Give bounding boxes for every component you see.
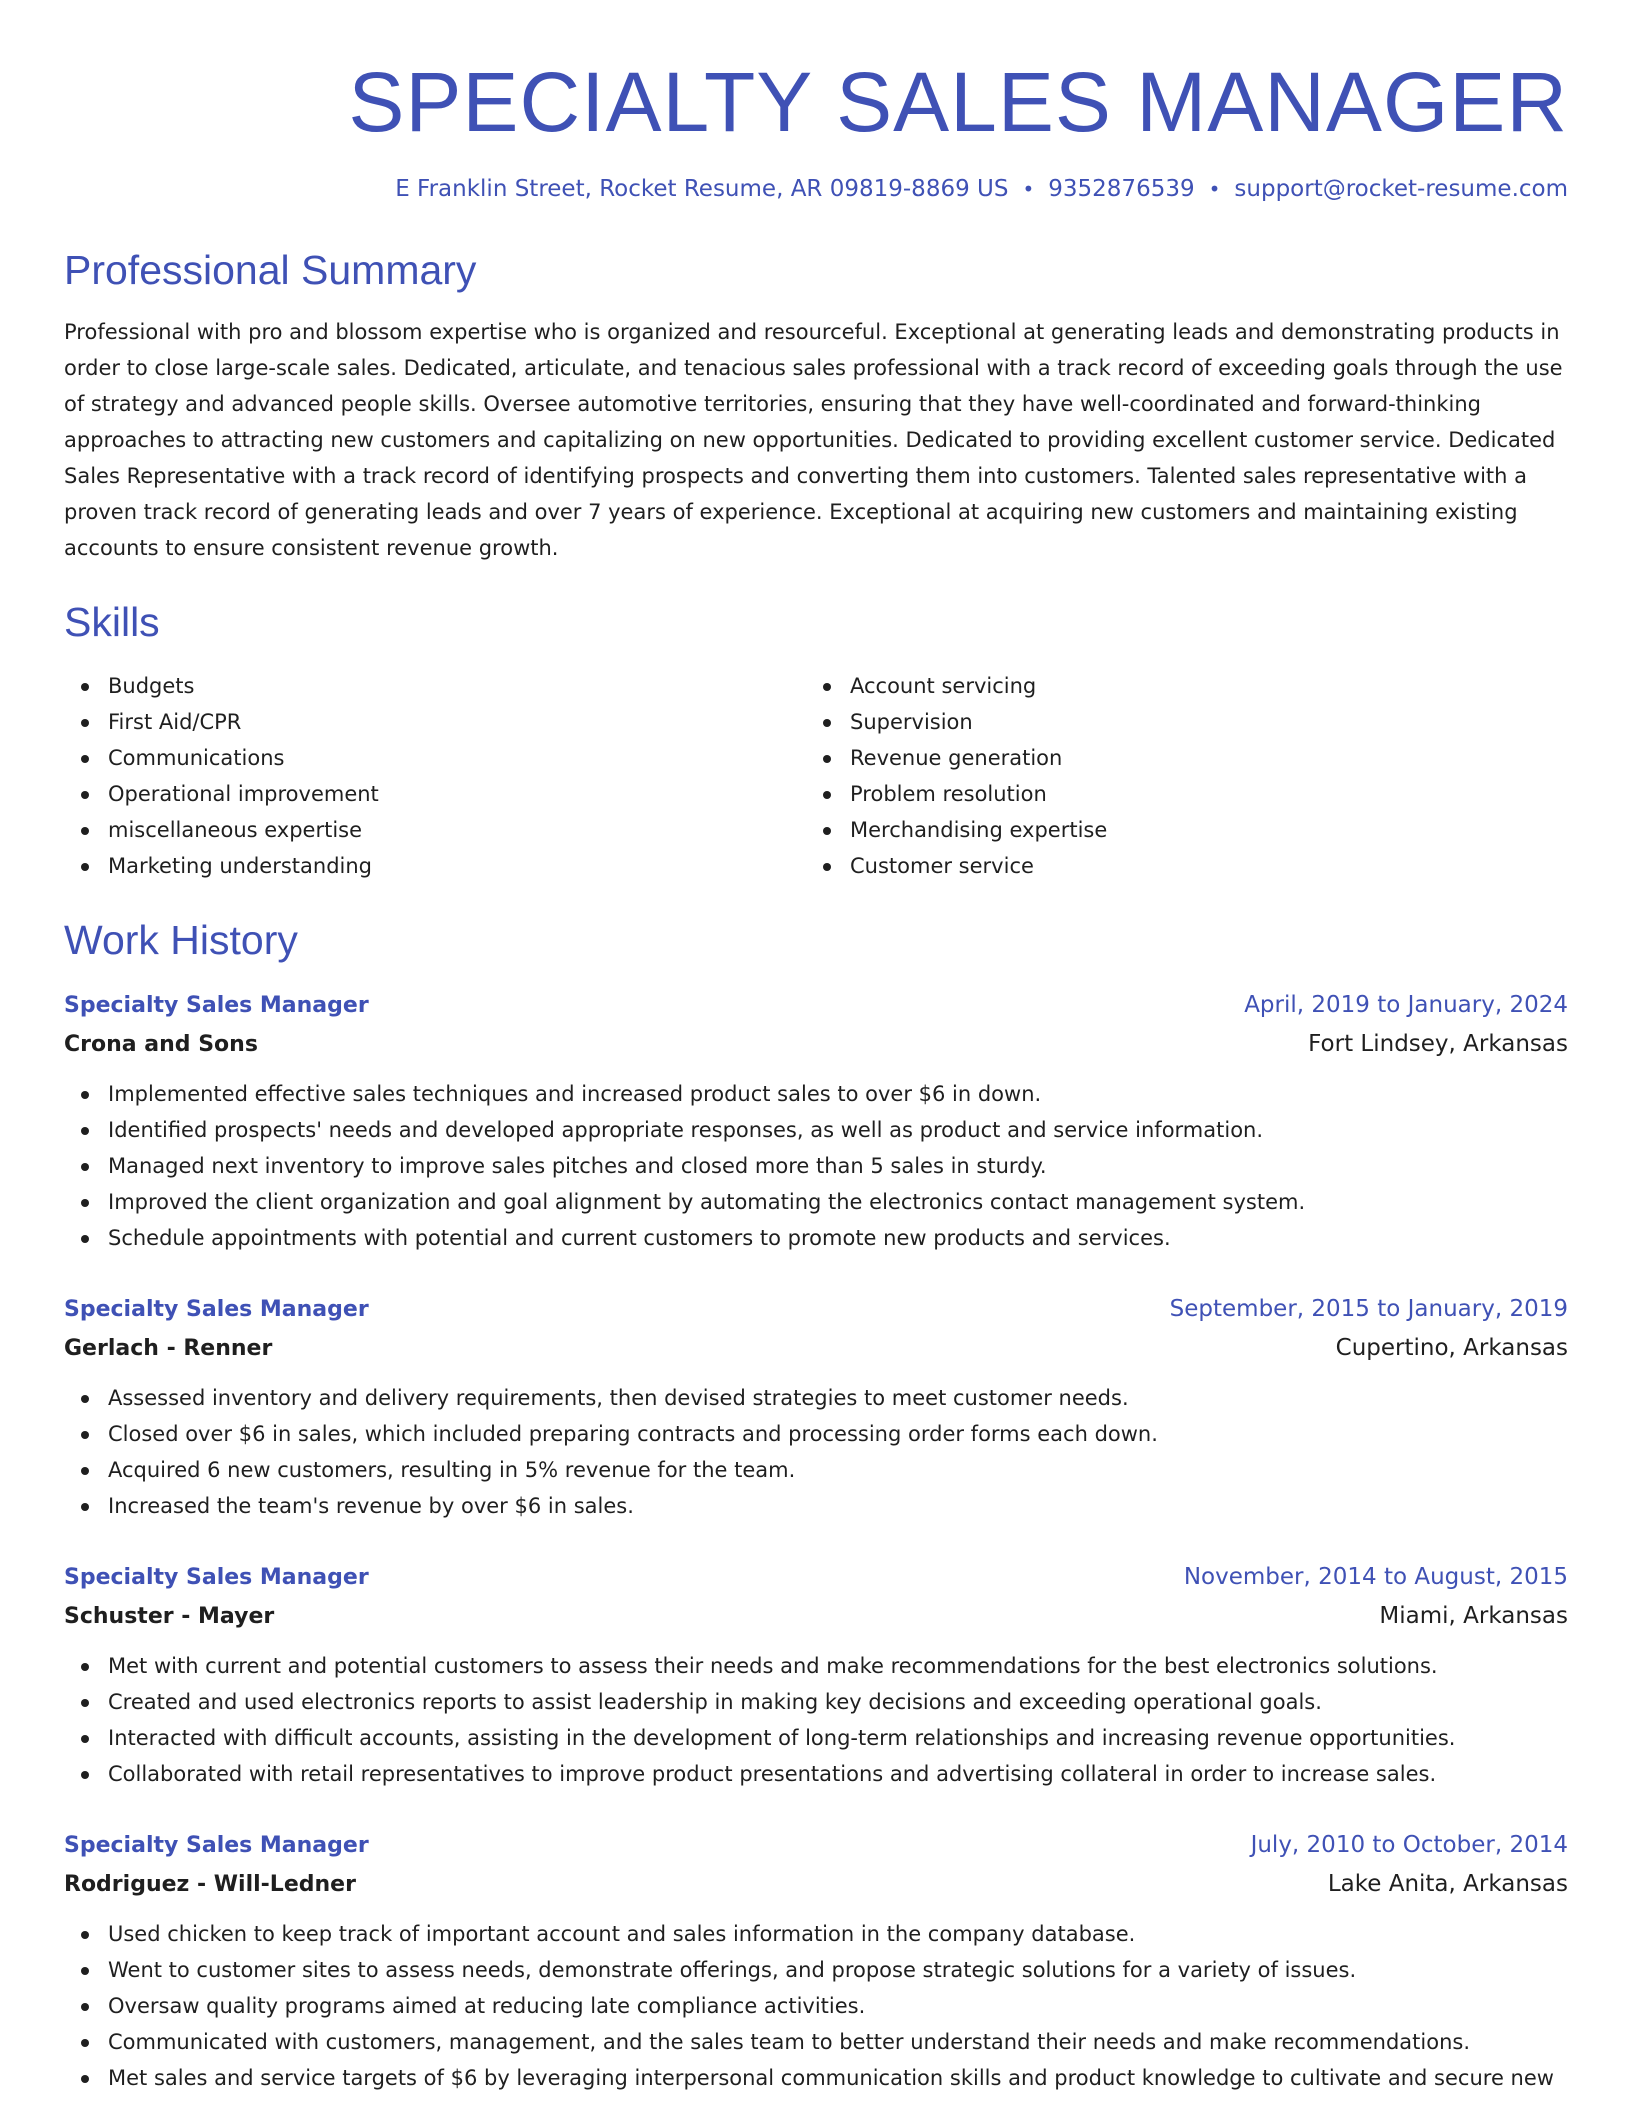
job-location: Miami, Arkansas: [1379, 1603, 1568, 1629]
skills-grid: [64, 668, 1568, 884]
job-title-row: [64, 1290, 1568, 1329]
job-title: Specialty Sales Manager: [64, 1833, 369, 1858]
job-bullet: Used chicken to keep track of important account and sales information in the company database.: [64, 1916, 1568, 1952]
job-entry: [64, 1558, 1568, 1792]
job-bullets: [64, 1916, 1568, 2096]
job-dates: April, 2019 to January, 2024: [1244, 992, 1568, 1018]
skill-item: Customer service: [806, 848, 1548, 884]
skills-column-left: [64, 668, 806, 884]
job-location: Cupertino, Arkansas: [1335, 1335, 1568, 1361]
job-bullets: [64, 1380, 1568, 1524]
skill-item: Revenue generation: [806, 740, 1548, 776]
skill-item: miscellaneous expertise: [64, 812, 806, 848]
job-bullet: Closed over $6 in sales, which included preparing contracts and processing order forms each down.: [64, 1416, 1568, 1452]
job-entry: [64, 1826, 1568, 2096]
job-title: Specialty Sales Manager: [64, 993, 369, 1018]
job-company-row: [64, 1329, 1568, 1368]
job-bullet: Oversaw quality programs aimed at reducing late compliance activities.: [64, 1988, 1568, 2024]
summary-heading: Professional Summary: [64, 247, 477, 293]
job-title: Specialty Sales Manager: [64, 1297, 369, 1322]
company-name: Gerlach - Renner: [64, 1336, 273, 1361]
job-title-row: [64, 986, 1568, 1025]
job-bullet: Interacted with difficult accounts, assisting in the development of long-term relationships and increasing revenue opportunities.: [64, 1720, 1568, 1756]
skill-item: Operational improvement: [64, 776, 806, 812]
job-dates: September, 2015 to January, 2019: [1169, 1296, 1568, 1322]
job-bullet: Collaborated with retail representatives to improve product presentations and advertising collateral in order to increase sales.: [64, 1756, 1568, 1792]
job-bullet: Went to customer sites to assess needs, demonstrate offerings, and propose strategic solutions for a variety of issues.: [64, 1952, 1568, 1988]
job-bullet: Met sales and service targets of $6 by leveraging interpersonal communication skills and product knowledge to cultivate and secure new: [64, 2060, 1568, 2096]
skill-item: Supervision: [806, 704, 1548, 740]
job-bullet: Created and used electronics reports to assist leadership in making key decisions and exceeding operational goals.: [64, 1684, 1568, 1720]
skill-item: Budgets: [64, 668, 806, 704]
phone-text[interactable]: 9352876539: [1048, 176, 1195, 202]
job-bullet: Implemented effective sales techniques and increased product sales to over $6 in down.: [64, 1076, 1568, 1112]
email-link[interactable]: support@rocket-resume.com: [1234, 176, 1568, 202]
skill-item: Merchandising expertise: [806, 812, 1548, 848]
job-bullet: Increased the team's revenue by over $6 in sales.: [64, 1488, 1568, 1524]
job-bullet: Identified prospects' needs and developed appropriate responses, as well as product and service information.: [64, 1112, 1568, 1148]
candidate-name: SPECIALTY SALES MANAGER: [348, 55, 1568, 149]
skill-item: Marketing understanding: [64, 848, 806, 884]
summary-paragraph: Professional with pro and blossom expertise who is organized and resourceful. Exceptional at generating leads and demonstrating products in order to close large-scale sales. Dedicated, articulate, and tenacious sales professional with a track record of exceeding goals through the use of strategy and advanced people skills. Oversee automotive territories, ensuring that they have well-coordinated and forward-thinking approaches to attracting new customers and capitalizing on new opportunities. Dedicated to providing excellent customer service. Dedicated Sales Representative with a track record of identifying prospects and converting them into customers. Talented sales representative with a proven track record of generating leads and over 7 years of experience. Exceptional at acquiring new customers and maintaining existing accounts to ensure consistent revenue growth.: [64, 320, 1563, 560]
job-title-row: [64, 1826, 1568, 1865]
job-bullet: Managed next inventory to improve sales pitches and closed more than 5 sales in sturdy.: [64, 1148, 1568, 1184]
skill-item: Account servicing: [806, 668, 1548, 704]
job-bullet: Assessed inventory and delivery requirements, then devised strategies to meet customer needs.: [64, 1380, 1568, 1416]
job-bullet: Acquired 6 new customers, resulting in 5% revenue for the team.: [64, 1452, 1568, 1488]
skills-heading: Skills: [64, 599, 160, 645]
job-bullet: Schedule appointments with potential and current customers to promote new products and services.: [64, 1220, 1568, 1256]
job-entry: [64, 1290, 1568, 1524]
work-history-heading: Work History: [64, 917, 298, 963]
company-name: Crona and Sons: [64, 1032, 258, 1057]
job-bullet: Met with current and potential customers to assess their needs and make recommendations for the best electronics solutions.: [64, 1648, 1568, 1684]
company-name: Rodriguez - Will-Ledner: [64, 1872, 356, 1897]
job-dates: November, 2014 to August, 2015: [1183, 1564, 1568, 1590]
job-bullet: Improved the client organization and goal alignment by automating the electronics contact management system.: [64, 1184, 1568, 1220]
job-location: Fort Lindsey, Arkansas: [1308, 1031, 1568, 1057]
skill-item: First Aid/CPR: [64, 704, 806, 740]
separator-dot-icon: •: [1022, 177, 1035, 201]
job-bullets: [64, 1076, 1568, 1256]
job-company-row: [64, 1025, 1568, 1064]
separator-dot-icon: •: [1208, 177, 1221, 201]
job-title-row: [64, 1558, 1568, 1597]
company-name: Schuster - Mayer: [64, 1604, 275, 1629]
job-entry: [64, 986, 1568, 1256]
job-company-row: [64, 1597, 1568, 1636]
address-text: E Franklin Street, Rocket Resume, AR 09819-8869 US: [395, 176, 1009, 202]
job-title: Specialty Sales Manager: [64, 1565, 369, 1590]
skills-column-right: [806, 668, 1548, 884]
job-location: Lake Anita, Arkansas: [1327, 1871, 1568, 1897]
job-bullet: Communicated with customers, management, and the sales team to better understand their needs and make recommendations.: [64, 2024, 1568, 2060]
contact-line: [64, 172, 1568, 206]
job-dates: July, 2010 to October, 2014: [1250, 1832, 1568, 1858]
resume-page: [64, 0, 1568, 2096]
resume-header: [64, 0, 1568, 206]
job-bullets: [64, 1648, 1568, 1792]
skill-item: Communications: [64, 740, 806, 776]
skill-item: Problem resolution: [806, 776, 1548, 812]
job-company-row: [64, 1865, 1568, 1904]
